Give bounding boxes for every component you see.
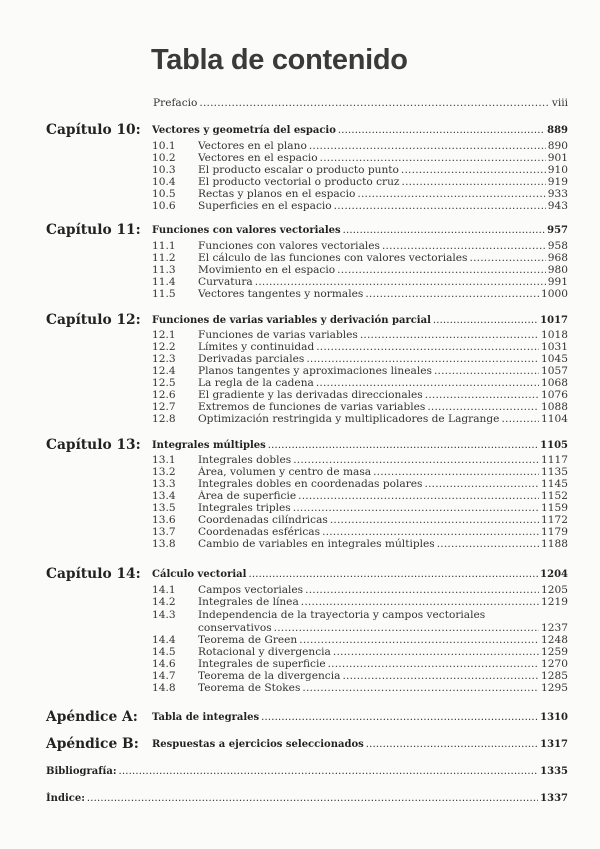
section-title-continued: conservativos bbox=[198, 622, 272, 634]
section-number: 13.3 bbox=[152, 478, 176, 490]
toc-section[interactable] bbox=[0, 596, 600, 608]
section-page: 1057 bbox=[541, 365, 568, 377]
toc-section[interactable] bbox=[0, 377, 600, 389]
leader-dots bbox=[301, 596, 539, 608]
leader-dots bbox=[427, 401, 539, 413]
toc-index[interactable] bbox=[0, 792, 600, 804]
section-title: Vectores en el espacio bbox=[198, 152, 318, 164]
section-title: Teorema de Green bbox=[198, 634, 298, 646]
section-title: Teorema de Stokes bbox=[198, 682, 301, 694]
chapter-label: Capítulo 10: bbox=[46, 122, 141, 138]
section-number: 13.2 bbox=[152, 466, 176, 478]
toc-section[interactable] bbox=[0, 514, 600, 526]
section-number: 13.6 bbox=[152, 514, 176, 526]
section-title: Funciones con valores vectoriales bbox=[198, 240, 380, 252]
toc-section[interactable] bbox=[0, 454, 600, 466]
toc-section[interactable] bbox=[0, 140, 600, 152]
leader-dots bbox=[255, 276, 546, 288]
toc-section[interactable] bbox=[0, 658, 600, 670]
toc-section[interactable] bbox=[0, 478, 600, 490]
appendix-label: Apéndice B: bbox=[46, 736, 139, 752]
toc-section[interactable] bbox=[0, 329, 600, 341]
section-number: 13.4 bbox=[152, 490, 176, 502]
section-number: 12.6 bbox=[152, 389, 176, 401]
chapter-title: Funciones con valores vectoriales bbox=[152, 225, 341, 236]
leader-dots bbox=[357, 188, 545, 200]
chapter-page: 1017 bbox=[540, 315, 568, 326]
leader-dots bbox=[306, 353, 539, 365]
section-page: 980 bbox=[547, 264, 568, 276]
section-number: 14.1 bbox=[152, 584, 176, 596]
toc-section[interactable] bbox=[0, 401, 600, 413]
section-page: 968 bbox=[547, 252, 568, 264]
toc-section[interactable] bbox=[0, 526, 600, 538]
leader-dots bbox=[320, 152, 546, 164]
toc-section[interactable] bbox=[0, 341, 600, 353]
section-title: Movimiento en el espacio bbox=[198, 264, 336, 276]
section-number: 14.8 bbox=[152, 682, 176, 694]
section-number: 14.3 bbox=[152, 609, 176, 621]
section-number: 10.2 bbox=[152, 152, 176, 164]
section-number: 12.8 bbox=[152, 413, 176, 425]
section-page: 1031 bbox=[541, 341, 568, 353]
section-number: 13.5 bbox=[152, 502, 176, 514]
section-number: 11.4 bbox=[152, 276, 176, 288]
section-title: Rectas y planos en el espacio bbox=[198, 188, 356, 200]
section-number: 10.6 bbox=[152, 200, 176, 212]
index-label: Índice: bbox=[46, 793, 85, 804]
section-title: El gradiente y las derivadas direccionales bbox=[198, 389, 423, 401]
leader-dots bbox=[373, 466, 539, 478]
section-page: 1152 bbox=[541, 490, 568, 502]
section-title: Extremos de funciones de varias variables bbox=[198, 401, 426, 413]
section-number: 12.3 bbox=[152, 353, 176, 365]
chapter-page: 889 bbox=[547, 125, 568, 136]
leader-dots bbox=[366, 738, 538, 752]
appendix-title: Respuestas a ejercicios seleccionados bbox=[152, 739, 364, 750]
toc-section[interactable] bbox=[0, 466, 600, 478]
page-title: Tabla de contenido bbox=[151, 44, 408, 76]
toc-section-continuation[interactable] bbox=[0, 622, 600, 634]
section-number: 11.5 bbox=[152, 288, 176, 300]
section-page: 1270 bbox=[541, 658, 568, 670]
section-page: 1117 bbox=[541, 454, 568, 466]
section-title: Integrales de superficie bbox=[198, 658, 326, 670]
section-page: 1135 bbox=[541, 466, 568, 478]
section-page: 1159 bbox=[541, 502, 568, 514]
section-title: Integrales dobles bbox=[198, 454, 292, 466]
section-title: Superficies en el espacio bbox=[198, 200, 332, 212]
leader-dots bbox=[338, 124, 545, 138]
leader-dots bbox=[328, 658, 539, 670]
leader-dots bbox=[360, 329, 539, 341]
section-number: 14.4 bbox=[152, 634, 176, 646]
toc-section[interactable] bbox=[0, 164, 600, 176]
leader-dots bbox=[299, 634, 539, 646]
toc-chapter-12[interactable] bbox=[0, 312, 600, 328]
section-page: 1145 bbox=[541, 478, 568, 490]
section-title: Campos vectoriales bbox=[198, 584, 304, 596]
toc-section[interactable] bbox=[0, 490, 600, 502]
section-page: 958 bbox=[547, 240, 568, 252]
toc-bibliography[interactable] bbox=[0, 765, 600, 777]
section-page: 1285 bbox=[541, 670, 568, 682]
section-page: 933 bbox=[547, 188, 568, 200]
section-title: Integrales de línea bbox=[198, 596, 299, 608]
section-title: Vectores tangentes y normales bbox=[198, 288, 364, 300]
chapter-title: Vectores y geometría del espacio bbox=[152, 125, 336, 136]
section-page: 1237 bbox=[541, 622, 568, 634]
leader-dots bbox=[470, 252, 546, 264]
bibliography-label: Bibliografía: bbox=[46, 766, 117, 777]
section-title: Optimización restringida y multiplicadores de Lagrange bbox=[198, 413, 500, 425]
appendix-page: 1317 bbox=[540, 739, 568, 750]
toc-section[interactable] bbox=[0, 264, 600, 276]
section-page: 1248 bbox=[541, 634, 568, 646]
chapter-label: Capítulo 13: bbox=[46, 437, 141, 453]
section-title: Coordenadas cilíndricas bbox=[198, 514, 328, 526]
section-page: 910 bbox=[547, 164, 568, 176]
section-title: Teorema de la divergencia bbox=[198, 670, 341, 682]
section-number: 10.4 bbox=[152, 176, 176, 188]
section-page: 1295 bbox=[541, 682, 568, 694]
leader-dots bbox=[316, 341, 539, 353]
leader-dots bbox=[274, 622, 539, 634]
section-number: 11.3 bbox=[152, 264, 176, 276]
section-number: 13.7 bbox=[152, 526, 176, 538]
leader-dots bbox=[87, 792, 538, 806]
section-number: 10.1 bbox=[152, 140, 176, 152]
section-number: 12.5 bbox=[152, 377, 176, 389]
section-title: Coordenadas esféricas bbox=[198, 526, 321, 538]
appendix-page: 1310 bbox=[540, 712, 568, 723]
section-number: 13.1 bbox=[152, 454, 176, 466]
toc-section[interactable] bbox=[0, 176, 600, 188]
chapter-title: Funciones de varias variables y derivación parcial bbox=[152, 315, 431, 326]
leader-dots bbox=[342, 670, 539, 682]
section-title: El cálculo de las funciones con valores vectoriales bbox=[198, 252, 468, 264]
section-title: El producto vectorial o producto cruz bbox=[198, 176, 400, 188]
entry-page: viii bbox=[551, 97, 568, 109]
leader-dots bbox=[402, 176, 546, 188]
toc-section[interactable] bbox=[0, 413, 600, 425]
chapter-label: Capítulo 11: bbox=[46, 222, 141, 238]
leader-dots bbox=[302, 682, 539, 694]
toc-section[interactable] bbox=[0, 634, 600, 646]
section-page: 1205 bbox=[541, 584, 568, 596]
leader-dots bbox=[316, 377, 539, 389]
toc-appendix-a[interactable] bbox=[0, 709, 600, 725]
leader-dots bbox=[309, 140, 546, 152]
section-page: 919 bbox=[547, 176, 568, 188]
toc-section[interactable] bbox=[0, 240, 600, 252]
section-title: Límites y continuidad bbox=[198, 341, 315, 353]
toc-chapter-11[interactable] bbox=[0, 222, 600, 238]
leader-dots bbox=[382, 240, 546, 252]
leader-dots bbox=[298, 490, 539, 502]
section-title: Vectores en el plano bbox=[198, 140, 307, 152]
section-title: Área, volumen y centro de masa bbox=[198, 466, 372, 478]
leader-dots bbox=[261, 711, 538, 725]
section-title: Funciones de varias variables bbox=[198, 329, 358, 341]
section-page: 1076 bbox=[541, 389, 568, 401]
section-title: Integrales triples bbox=[198, 502, 291, 514]
section-title: La regla de la cadena bbox=[198, 377, 314, 389]
leader-dots bbox=[334, 200, 546, 212]
entry-title: Prefacio bbox=[153, 97, 198, 109]
section-title: El producto escalar o producto punto bbox=[198, 164, 399, 176]
leader-dots bbox=[425, 478, 540, 490]
leader-dots bbox=[293, 502, 539, 514]
toc-section[interactable] bbox=[0, 670, 600, 682]
toc-section[interactable] bbox=[0, 365, 600, 377]
leader-dots bbox=[501, 413, 539, 425]
section-page: 1045 bbox=[541, 353, 568, 365]
section-title: Cambio de variables en integrales múltiples bbox=[198, 538, 435, 550]
leader-dots bbox=[268, 439, 538, 453]
section-number: 12.4 bbox=[152, 365, 176, 377]
section-title: Curvatura bbox=[198, 276, 253, 288]
section-number: 12.2 bbox=[152, 341, 176, 353]
toc-section[interactable] bbox=[0, 200, 600, 212]
leader-dots bbox=[333, 646, 539, 658]
leader-dots bbox=[401, 164, 546, 176]
section-title: Área de superficie bbox=[198, 490, 297, 502]
chapter-title: Integrales múltiples bbox=[152, 440, 266, 451]
toc-section[interactable] bbox=[0, 609, 600, 621]
section-title: Planos tangentes y aproximaciones lineales bbox=[198, 365, 432, 377]
toc-section[interactable] bbox=[0, 288, 600, 300]
section-page: 1259 bbox=[541, 646, 568, 658]
leader-dots bbox=[337, 264, 546, 276]
section-number: 14.5 bbox=[152, 646, 176, 658]
leader-dots bbox=[248, 568, 538, 582]
toc-entry-preface[interactable] bbox=[0, 97, 600, 109]
toc-chapter-10[interactable] bbox=[0, 122, 600, 138]
leader-dots bbox=[119, 765, 539, 779]
toc-section[interactable] bbox=[0, 646, 600, 658]
leader-dots bbox=[434, 365, 539, 377]
section-page: 991 bbox=[547, 276, 568, 288]
chapter-label: Capítulo 14: bbox=[46, 566, 141, 582]
section-page: 1018 bbox=[541, 329, 568, 341]
bibliography-page: 1335 bbox=[540, 766, 568, 777]
section-title: Independencia de la trayectoria y campos vectoriales bbox=[198, 609, 486, 621]
section-number: 11.1 bbox=[152, 240, 176, 252]
toc-section[interactable] bbox=[0, 252, 600, 264]
section-number: 14.7 bbox=[152, 670, 176, 682]
section-title: Integrales dobles en coordenadas polares bbox=[198, 478, 423, 490]
section-number: 13.8 bbox=[152, 538, 176, 550]
index-page: 1337 bbox=[540, 793, 568, 804]
section-page: 943 bbox=[547, 200, 568, 212]
section-number: 10.3 bbox=[152, 164, 176, 176]
chapter-label: Capítulo 12: bbox=[46, 312, 141, 328]
leader-dots bbox=[199, 97, 549, 109]
toc-section[interactable] bbox=[0, 188, 600, 200]
leader-dots bbox=[343, 224, 545, 238]
chapter-title: Cálculo vectorial bbox=[152, 569, 247, 580]
toc-section[interactable] bbox=[0, 584, 600, 596]
toc-section[interactable] bbox=[0, 353, 600, 365]
section-number: 11.2 bbox=[152, 252, 176, 264]
chapter-page: 1204 bbox=[540, 569, 568, 580]
toc-chapter-14[interactable] bbox=[0, 566, 600, 582]
appendix-title: Tabla de integrales bbox=[152, 712, 260, 723]
section-page: 1000 bbox=[541, 288, 568, 300]
toc-section[interactable] bbox=[0, 389, 600, 401]
section-page: 1179 bbox=[541, 526, 568, 538]
appendix-label: Apéndice A: bbox=[46, 709, 138, 725]
leader-dots bbox=[425, 389, 539, 401]
toc-chapter-13[interactable] bbox=[0, 437, 600, 453]
leader-dots bbox=[365, 288, 539, 300]
leader-dots bbox=[437, 538, 539, 550]
leader-dots bbox=[433, 314, 538, 328]
section-number: 14.2 bbox=[152, 596, 176, 608]
leader-dots bbox=[305, 584, 539, 596]
section-page: 890 bbox=[547, 140, 568, 152]
toc-section[interactable] bbox=[0, 682, 600, 694]
section-page: 1188 bbox=[541, 538, 568, 550]
section-page: 1068 bbox=[541, 377, 568, 389]
section-page: 1172 bbox=[541, 514, 568, 526]
toc-section[interactable] bbox=[0, 276, 600, 288]
leader-dots bbox=[322, 526, 539, 538]
section-page: 1219 bbox=[541, 596, 568, 608]
section-number: 14.6 bbox=[152, 658, 176, 670]
chapter-page: 957 bbox=[547, 225, 568, 236]
section-number: 10.5 bbox=[152, 188, 176, 200]
section-page: 1104 bbox=[541, 413, 568, 425]
section-title: Derivadas parciales bbox=[198, 353, 305, 365]
toc-section[interactable] bbox=[0, 152, 600, 164]
section-number: 12.7 bbox=[152, 401, 176, 413]
section-page: 901 bbox=[547, 152, 568, 164]
section-title: Rotacional y divergencia bbox=[198, 646, 331, 658]
chapter-page: 1105 bbox=[540, 440, 568, 451]
section-number: 12.1 bbox=[152, 329, 176, 341]
section-page: 1088 bbox=[541, 401, 568, 413]
leader-dots bbox=[293, 454, 539, 466]
toc-appendix-b[interactable] bbox=[0, 736, 600, 752]
toc-section[interactable] bbox=[0, 538, 600, 550]
leader-dots bbox=[330, 514, 539, 526]
toc-section[interactable] bbox=[0, 502, 600, 514]
